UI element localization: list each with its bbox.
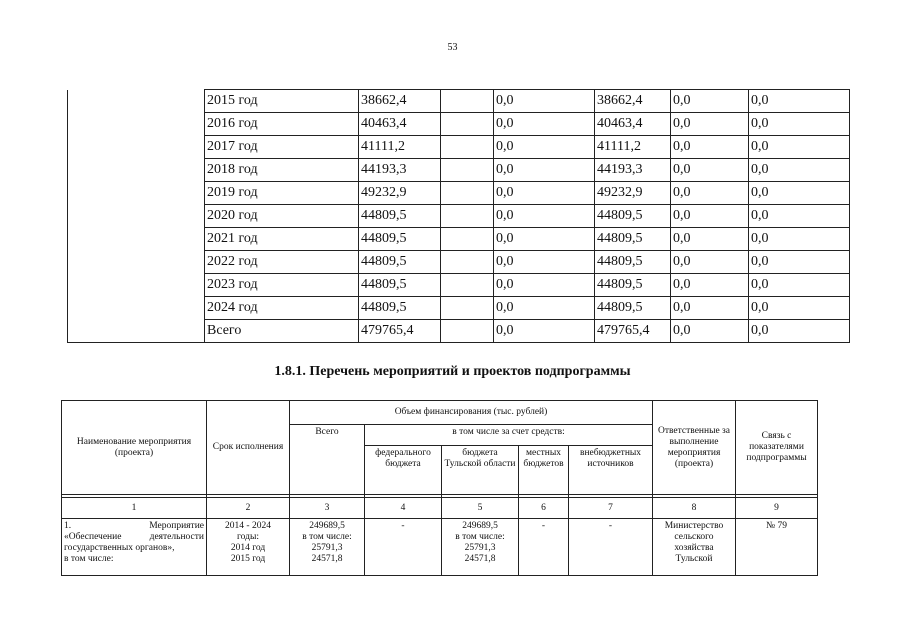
column-number-cell: 7 bbox=[569, 498, 653, 519]
header-financing: Объем финансирования (тыс. рублей) bbox=[290, 401, 653, 425]
value-cell-c2 bbox=[441, 297, 494, 320]
activity-name-word: деятельности bbox=[149, 532, 204, 542]
column-number-cell: 3 bbox=[290, 498, 365, 519]
value-cell-c5: 0,0 bbox=[671, 205, 749, 228]
activities-table bbox=[61, 400, 818, 576]
responsible-line: Министерство bbox=[664, 521, 724, 531]
value-cell-c2 bbox=[441, 205, 494, 228]
activity-name-word: Мероприятие bbox=[149, 521, 204, 531]
value-cell-c3: 0,0 bbox=[494, 90, 595, 113]
table-row bbox=[68, 251, 850, 274]
value-cell-c1: 44809,5 bbox=[359, 274, 441, 297]
merged-name-cell bbox=[68, 320, 205, 343]
activity-name-word: «Обеспечение bbox=[64, 532, 122, 542]
activity-name-line: государственных органов», bbox=[64, 543, 175, 553]
value-cell-c1: 44809,5 bbox=[359, 251, 441, 274]
value-cell-c1: 44809,5 bbox=[359, 228, 441, 251]
table-row bbox=[68, 297, 850, 320]
header-link: Связь с показателями подпрограммы bbox=[736, 401, 818, 495]
activity-local-cell: - bbox=[519, 519, 569, 576]
activity-total-cell bbox=[290, 519, 365, 576]
value-cell-c6: 0,0 bbox=[749, 113, 850, 136]
value-cell-c3: 0,0 bbox=[494, 159, 595, 182]
year-label-cell: 2021 год bbox=[205, 228, 359, 251]
activity-extra-cell: - bbox=[569, 519, 653, 576]
year-label-cell: Всего bbox=[205, 320, 359, 343]
value-cell-c2 bbox=[441, 136, 494, 159]
section-heading: 1.8.1. Перечень мероприятий и проектов подпрограммы bbox=[274, 364, 631, 379]
table-row bbox=[68, 136, 850, 159]
table-row bbox=[68, 159, 850, 182]
table-row bbox=[68, 320, 850, 343]
value-cell-c2 bbox=[441, 90, 494, 113]
merged-name-cell bbox=[68, 136, 205, 159]
table-row bbox=[68, 228, 850, 251]
value-cell-c2 bbox=[441, 320, 494, 343]
value-cell-c6: 0,0 bbox=[749, 205, 850, 228]
year-label-cell: 2020 год bbox=[205, 205, 359, 228]
total-line: в том числе: bbox=[302, 532, 352, 542]
page-number: 53 bbox=[447, 42, 458, 53]
column-number-cell: 4 bbox=[365, 498, 442, 519]
value-cell-c6: 0,0 bbox=[749, 228, 850, 251]
value-cell-c5: 0,0 bbox=[671, 113, 749, 136]
regional-line: 25791,3 bbox=[464, 543, 496, 553]
column-number-cell: 6 bbox=[519, 498, 569, 519]
responsible-line: Тульской bbox=[675, 554, 713, 564]
activity-number: 1. bbox=[64, 521, 72, 531]
value-cell-c6: 0,0 bbox=[749, 320, 850, 343]
value-cell-c5: 0,0 bbox=[671, 228, 749, 251]
value-cell-c4: 44809,5 bbox=[595, 274, 671, 297]
activity-name-line: в том числе: bbox=[64, 554, 114, 564]
term-line: 2015 год bbox=[230, 554, 266, 564]
activity-link-cell: № 79 bbox=[736, 519, 818, 576]
value-cell-c5: 0,0 bbox=[671, 320, 749, 343]
merged-name-cell bbox=[68, 205, 205, 228]
year-label-cell: 2022 год bbox=[205, 251, 359, 274]
value-cell-c3: 0,0 bbox=[494, 320, 595, 343]
table-row bbox=[68, 205, 850, 228]
activity-name-line bbox=[64, 521, 204, 532]
year-label-cell: 2023 год bbox=[205, 274, 359, 297]
activity-name-line bbox=[64, 532, 204, 543]
value-cell-c2 bbox=[441, 274, 494, 297]
value-cell-c3: 0,0 bbox=[494, 182, 595, 205]
year-label-cell: 2018 год bbox=[205, 159, 359, 182]
activity-term-cell bbox=[207, 519, 290, 576]
value-cell-c2 bbox=[441, 182, 494, 205]
table-row bbox=[68, 113, 850, 136]
merged-name-cell bbox=[68, 182, 205, 205]
value-cell-c3: 0,0 bbox=[494, 113, 595, 136]
total-line: 25791,3 bbox=[311, 543, 343, 553]
term-line: 2014 - 2024 bbox=[225, 521, 271, 531]
value-cell-c5: 0,0 bbox=[671, 297, 749, 320]
value-cell-c4: 44809,5 bbox=[595, 205, 671, 228]
year-label-cell: 2024 год bbox=[205, 297, 359, 320]
value-cell-c4: 41111,2 bbox=[595, 136, 671, 159]
year-label-cell: 2017 год bbox=[205, 136, 359, 159]
activity-name-cell bbox=[62, 519, 207, 576]
merged-name-cell bbox=[68, 113, 205, 136]
merged-name-cell bbox=[68, 297, 205, 320]
column-numbers-row bbox=[62, 498, 818, 519]
value-cell-c3: 0,0 bbox=[494, 274, 595, 297]
merged-name-cell bbox=[68, 274, 205, 297]
header-including: в том числе за счет средств: bbox=[365, 425, 653, 446]
value-cell-c4: 40463,4 bbox=[595, 113, 671, 136]
value-cell-c3: 0,0 bbox=[494, 136, 595, 159]
merged-name-cell bbox=[68, 159, 205, 182]
activity-regional-cell bbox=[442, 519, 519, 576]
header-total: Всего bbox=[290, 425, 365, 495]
header-local: местных бюджетов bbox=[519, 446, 569, 495]
term-line: 2014 год bbox=[230, 543, 266, 553]
year-label-cell: 2019 год bbox=[205, 182, 359, 205]
year-label-cell: 2015 год bbox=[205, 90, 359, 113]
value-cell-c2 bbox=[441, 251, 494, 274]
value-cell-c1: 38662,4 bbox=[359, 90, 441, 113]
activity-responsible-cell bbox=[653, 519, 736, 576]
table-row bbox=[62, 519, 818, 576]
activity-federal-cell: - bbox=[365, 519, 442, 576]
column-number-cell: 9 bbox=[736, 498, 818, 519]
value-cell-c4: 44193,3 bbox=[595, 159, 671, 182]
financing-by-year-table bbox=[67, 89, 850, 343]
merged-name-cell bbox=[68, 90, 205, 113]
column-number-cell: 8 bbox=[653, 498, 736, 519]
value-cell-c5: 0,0 bbox=[671, 159, 749, 182]
responsible-line: хозяйства bbox=[674, 543, 714, 553]
value-cell-c6: 0,0 bbox=[749, 182, 850, 205]
value-cell-c5: 0,0 bbox=[671, 90, 749, 113]
header-federal: федерального бюджета bbox=[365, 446, 442, 495]
regional-line: 24571,8 bbox=[464, 554, 496, 564]
value-cell-c6: 0,0 bbox=[749, 251, 850, 274]
value-cell-c4: 44809,5 bbox=[595, 251, 671, 274]
value-cell-c1: 44193,3 bbox=[359, 159, 441, 182]
value-cell-c3: 0,0 bbox=[494, 205, 595, 228]
value-cell-c2 bbox=[441, 113, 494, 136]
value-cell-c5: 0,0 bbox=[671, 251, 749, 274]
column-number-cell: 2 bbox=[207, 498, 290, 519]
value-cell-c1: 479765,4 bbox=[359, 320, 441, 343]
value-cell-c6: 0,0 bbox=[749, 274, 850, 297]
merged-name-cell bbox=[68, 228, 205, 251]
total-line: 249689,5 bbox=[309, 521, 345, 531]
value-cell-c4: 44809,5 bbox=[595, 228, 671, 251]
year-label-cell: 2016 год bbox=[205, 113, 359, 136]
header-name: Наименование мероприятия (проекта) bbox=[62, 401, 207, 495]
regional-line: 249689,5 bbox=[462, 521, 498, 531]
value-cell-c5: 0,0 bbox=[671, 136, 749, 159]
value-cell-c1: 49232,9 bbox=[359, 182, 441, 205]
column-number-cell: 1 bbox=[62, 498, 207, 519]
responsible-line: сельского bbox=[674, 532, 714, 542]
term-line: годы: bbox=[237, 532, 259, 542]
value-cell-c1: 41111,2 bbox=[359, 136, 441, 159]
value-cell-c6: 0,0 bbox=[749, 136, 850, 159]
value-cell-c4: 38662,4 bbox=[595, 90, 671, 113]
table-row bbox=[68, 274, 850, 297]
value-cell-c6: 0,0 bbox=[749, 297, 850, 320]
value-cell-c3: 0,0 bbox=[494, 251, 595, 274]
value-cell-c2 bbox=[441, 159, 494, 182]
value-cell-c5: 0,0 bbox=[671, 182, 749, 205]
value-cell-c6: 0,0 bbox=[749, 159, 850, 182]
table-row bbox=[68, 90, 850, 113]
value-cell-c1: 44809,5 bbox=[359, 297, 441, 320]
header-term: Срок исполнения bbox=[207, 401, 290, 495]
value-cell-c4: 479765,4 bbox=[595, 320, 671, 343]
value-cell-c4: 49232,9 bbox=[595, 182, 671, 205]
header-extra: внебюджетных источников bbox=[569, 446, 653, 495]
total-line: 24571,8 bbox=[311, 554, 343, 564]
header-regional: бюджета Тульской области bbox=[442, 446, 519, 495]
value-cell-c3: 0,0 bbox=[494, 297, 595, 320]
header-responsible: Ответственные за выполнение мероприятия (проекта) bbox=[653, 401, 736, 495]
value-cell-c1: 44809,5 bbox=[359, 205, 441, 228]
value-cell-c1: 40463,4 bbox=[359, 113, 441, 136]
value-cell-c5: 0,0 bbox=[671, 274, 749, 297]
merged-name-cell bbox=[68, 251, 205, 274]
value-cell-c4: 44809,5 bbox=[595, 297, 671, 320]
value-cell-c2 bbox=[441, 228, 494, 251]
column-number-cell: 5 bbox=[442, 498, 519, 519]
value-cell-c3: 0,0 bbox=[494, 228, 595, 251]
table-row bbox=[68, 182, 850, 205]
regional-line: в том числе: bbox=[455, 532, 505, 542]
value-cell-c6: 0,0 bbox=[749, 90, 850, 113]
